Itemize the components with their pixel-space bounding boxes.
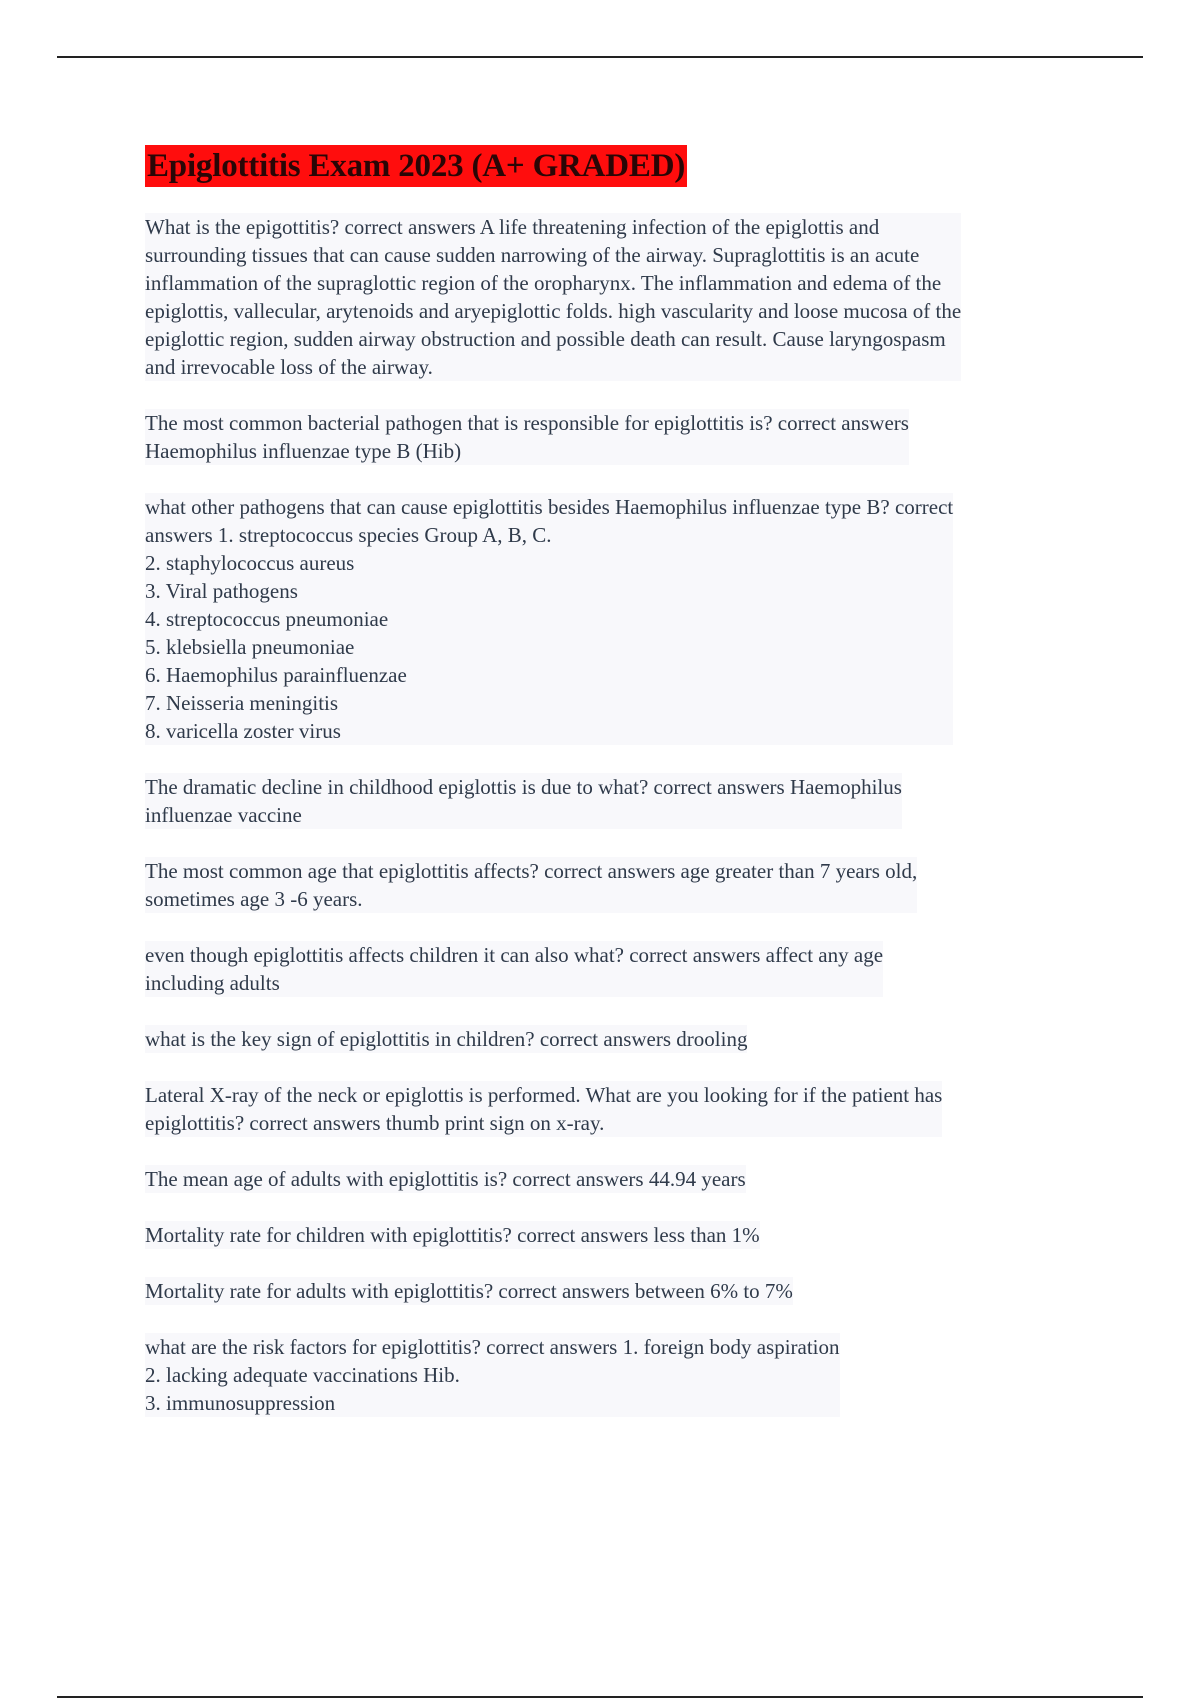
qa-line: what other pathogens that can cause epiglottitis besides Haemophilus influenzae type B? correct: [145, 495, 954, 519]
qa-item: [145, 213, 961, 381]
qa-line: 8. varicella zoster virus: [145, 719, 341, 743]
qa-line: 2. staphylococcus aureus: [145, 551, 355, 575]
top-rule: [57, 56, 1143, 58]
qa-line: inflammation of the supraglottic region of the oropharynx. The inflammation and edema of the: [145, 271, 942, 295]
document-body: [145, 145, 1095, 1445]
qa-line: influenzae vaccine: [145, 803, 302, 827]
qa-line: 5. klebsiella pneumoniae: [145, 635, 355, 659]
qa-line: epiglottis, vallecular, arytenoids and aryepiglottic folds. high vascularity and loose mucosa of the: [145, 299, 962, 323]
qa-item: [145, 1333, 840, 1417]
qa-line: epiglottitis? correct answers thumb print sign on x-ray.: [145, 1111, 605, 1135]
qa-line: what is the key sign of epiglottitis in children? correct answers drooling: [145, 1027, 748, 1051]
qa-line: 7. Neisseria meningitis: [145, 691, 339, 715]
bottom-rule: [57, 1696, 1143, 1698]
qa-line: what are the risk factors for epiglottitis? correct answers 1. foreign body aspiration: [145, 1335, 840, 1359]
qa-line: The dramatic decline in childhood epiglottis is due to what? correct answers Haemophilus: [145, 775, 902, 799]
qa-line: and irrevocable loss of the airway.: [145, 355, 433, 379]
qa-line: surrounding tissues that can cause sudden narrowing of the airway. Supraglottitis is an acute: [145, 243, 920, 267]
qa-line: The mean age of adults with epiglottitis is? correct answers 44.94 years: [145, 1167, 746, 1191]
page-title: Epiglottitis Exam 2023 (A+ GRADED): [145, 145, 687, 187]
qa-line: Mortality rate for adults with epiglottitis? correct answers between 6% to 7%: [145, 1279, 793, 1303]
qa-line: What is the epigottitis? correct answers A life threatening infection of the epiglottis and: [145, 215, 880, 239]
qa-item: [145, 409, 909, 465]
qa-line: sometimes age 3 -6 years.: [145, 887, 363, 911]
qa-line: 4. streptococcus pneumoniae: [145, 607, 389, 631]
qa-line: Lateral X-ray of the neck or epiglottis is performed. What are you looking for if the patient has: [145, 1083, 943, 1107]
qa-line: even though epiglottitis affects children it can also what? correct answers affect any age: [145, 943, 884, 967]
qa-line: 2. lacking adequate vaccinations Hib.: [145, 1363, 460, 1387]
qa-line: including adults: [145, 971, 280, 995]
qa-line: 3. immunosuppression: [145, 1391, 336, 1415]
qa-line: 3. Viral pathogens: [145, 579, 298, 603]
qa-item: [145, 1165, 746, 1193]
qa-item: [145, 941, 883, 997]
qa-item: [145, 1221, 760, 1249]
qa-item: [145, 1025, 747, 1053]
qa-line: 6. Haemophilus parainfluenzae: [145, 663, 407, 687]
qa-item: [145, 1277, 793, 1305]
qa-line: answers 1. streptococcus species Group A, B, C.: [145, 523, 552, 547]
qa-item: [145, 857, 917, 913]
qa-line: The most common age that epiglottitis affects? correct answers age greater than 7 years old,: [145, 859, 918, 883]
qa-line: The most common bacterial pathogen that is responsible for epiglottitis is? correct answers: [145, 411, 909, 435]
qa-line: Haemophilus influenzae type B (Hib): [145, 439, 462, 463]
qa-list: [145, 213, 1095, 1445]
qa-line: epiglottic region, sudden airway obstruction and possible death can result. Cause laryngospasm: [145, 327, 946, 351]
qa-line: Mortality rate for children with epiglottitis? correct answers less than 1%: [145, 1223, 760, 1247]
qa-item: [145, 773, 902, 829]
qa-item: [145, 1081, 942, 1137]
qa-item: [145, 493, 953, 745]
